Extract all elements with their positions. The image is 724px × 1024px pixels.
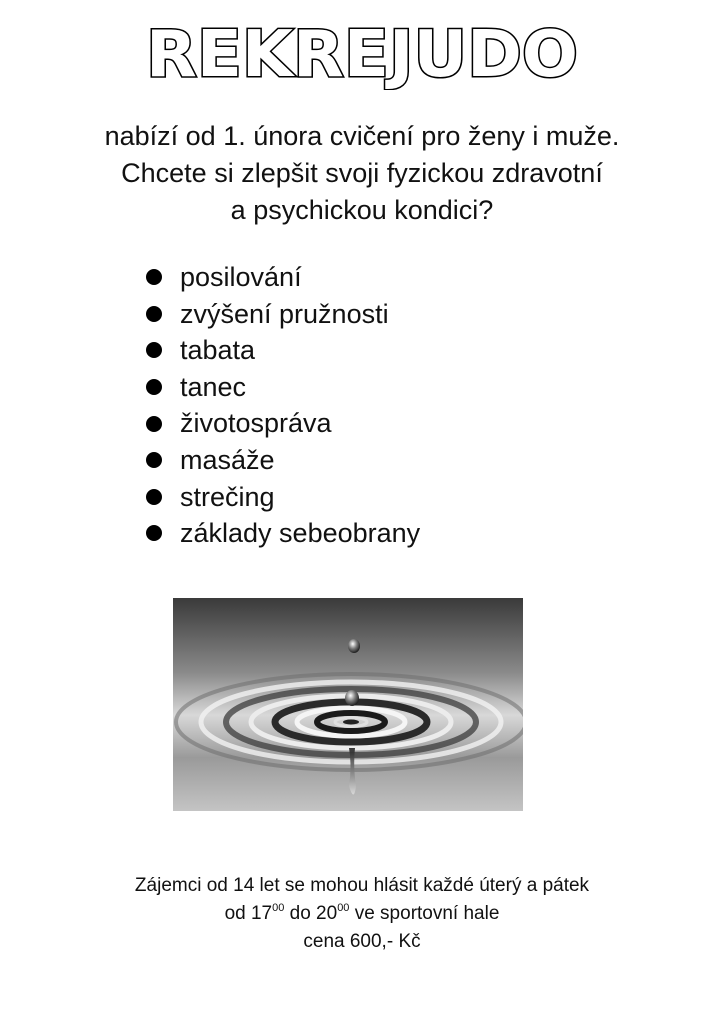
activity-label: základy sebeobrany [180,518,421,549]
water-drop-photo [173,598,523,811]
schedule-suffix: ve sportovní hale [349,903,500,924]
activity-label: tabata [180,335,256,366]
intro-line: Chcete si zlepšit svoji fyzickou zdravotní [121,158,603,188]
bullet-icon [146,525,162,541]
time-start-minutes: 00 [272,902,285,914]
title-text: REKREJUDO [146,18,578,90]
activity-label: strečing [180,481,275,512]
footer-line-registration: Zájemci od 14 let se mohou hlásit každé úterý a pátek [134,875,590,896]
activity-label: zvýšení pružnosti [180,298,389,329]
bullet-icon [146,269,162,285]
bullet-icon [146,416,162,432]
activity-list [146,259,420,552]
bullet-icon [146,342,162,358]
list-item [146,296,420,333]
intro-text [0,118,724,229]
footer-info [0,872,724,956]
footer-line-schedule [0,900,724,928]
activity-label: masáže [180,444,275,475]
list-item [146,442,420,479]
list-item [146,369,420,406]
activity-label: životospráva [180,408,332,439]
bullet-icon [146,306,162,322]
bullet-icon [146,489,162,505]
title-outline-logo [0,18,724,90]
time-end-minutes: 00 [337,902,350,914]
list-item [146,332,420,369]
footer-line-price: cena 600,- Kč [303,931,421,952]
list-item [146,405,420,442]
intro-line: a psychickou kondici? [230,195,494,225]
list-item [146,259,420,296]
activity-label: posilování [180,262,302,292]
bullet-icon [146,379,162,395]
list-item [146,515,420,552]
water-drop-image [173,598,523,811]
schedule-prefix: od 17 [224,903,273,924]
schedule-mid: do 20 [284,903,338,924]
intro-line: nabízí od 1. února cvičení pro ženy i muže. [104,121,620,151]
poster-title [0,18,724,90]
bullet-icon [146,452,162,468]
activity-label: tanec [180,371,247,402]
list-item [146,479,420,516]
